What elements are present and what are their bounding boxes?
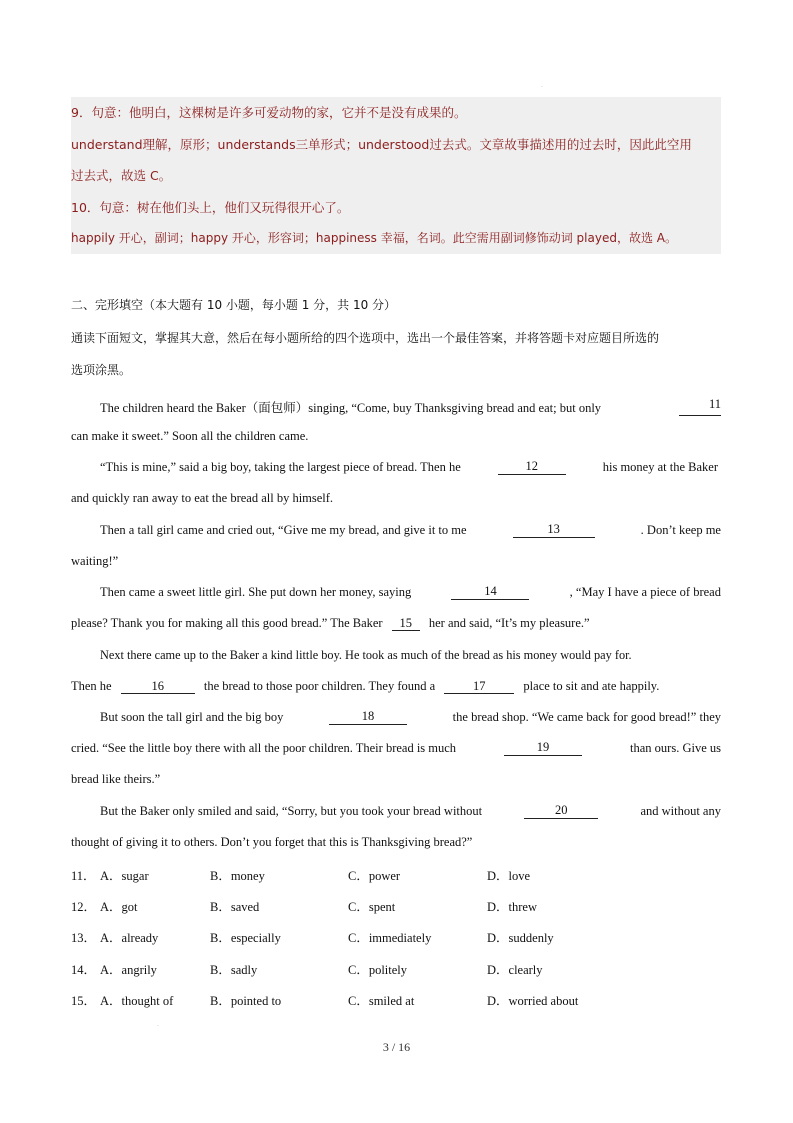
blank-15: 15: [392, 617, 420, 631]
option-b[interactable]: B．money: [210, 869, 265, 883]
passage-line: [71, 804, 721, 819]
blank-13: 13: [513, 523, 595, 538]
passage-text: the bread shop. “We came back for good bread!” they: [452, 710, 721, 724]
passage-text: Then a tall girl came and cried out, “Give me my bread, and give it to me: [100, 523, 467, 537]
q10-meaning: 10．句意：树在他们头上，他们又玩得很开心了。: [71, 200, 350, 215]
blank-14: 14: [451, 585, 529, 600]
passage-text: . Don’t keep me: [640, 523, 721, 537]
question-number: 14．: [71, 963, 97, 977]
passage-text: But soon the tall girl and the big boy: [100, 710, 284, 724]
passage-line: [71, 585, 721, 600]
section-title: 二、完形填空（本大题有 10 小题，每小题 1 分，共 10 分）: [71, 298, 397, 312]
passage-text: thought of giving it to others. Don’t you forget that this is Thanksgiving bread?”: [71, 835, 473, 849]
blank-17: 17: [444, 680, 514, 694]
passage-line: [71, 710, 721, 725]
q10-explanation: happily 开心，副词；happy 开心，形容词；happiness 幸福，名词。此空需用副词修饰动词 played，故选 A。: [71, 231, 677, 245]
passage-text: cried. “See the little boy there with all the poor children. Their bread is much: [71, 741, 457, 755]
option-d[interactable]: D．love: [487, 869, 531, 883]
option-b[interactable]: B．especially: [210, 931, 281, 945]
option-d[interactable]: D．suddenly: [487, 931, 554, 945]
scan-speck: ·: [541, 84, 543, 91]
option-a[interactable]: A．got: [100, 900, 138, 914]
passage-line: [71, 616, 721, 631]
passage-text: , “May I have a piece of bread: [569, 585, 721, 599]
passage-text: waiting!”: [71, 554, 119, 568]
option-c[interactable]: C．smiled at: [348, 994, 415, 1008]
blank-12: 12: [498, 460, 566, 475]
passage-text: can make it sweet.” Soon all the children came.: [71, 429, 309, 443]
passage-text: Then he: [71, 679, 112, 693]
question-number: 13．: [71, 931, 97, 945]
option-d[interactable]: D．worried about: [487, 994, 579, 1008]
passage-line: [71, 460, 718, 475]
passage-text: her and said, “It’s my pleasure.”: [428, 616, 590, 630]
passage-line: [71, 398, 721, 416]
option-b[interactable]: B．saved: [210, 900, 260, 914]
passage-text: “This is mine,” said a big boy, taking the largest piece of bread. Then he: [100, 460, 461, 474]
q9-explanation-line-2: 过去式，故选 C。: [71, 168, 172, 183]
passage-text: Then came a sweet little girl. She put down her money, saying: [100, 585, 412, 599]
instruction-line-1: 通读下面短文，掌握其大意，然后在每小题所给的四个选项中，选出一个最佳答案，并将答题卡对应题目所选的: [71, 331, 660, 345]
option-c[interactable]: C．politely: [348, 963, 408, 977]
option-b[interactable]: B．pointed to: [210, 994, 282, 1008]
question-number: 11．: [71, 869, 96, 883]
passage-text: please? Thank you for making all this good bread.” The Baker: [71, 616, 383, 630]
question-number: 12．: [71, 900, 97, 914]
blank-11: 11: [679, 398, 721, 416]
passage-text: than ours. Give us: [630, 741, 721, 755]
blank-18: 18: [329, 710, 407, 725]
question-number: 15．: [71, 994, 97, 1008]
option-c[interactable]: C．power: [348, 869, 401, 883]
option-c[interactable]: C．immediately: [348, 931, 432, 945]
page-number: 3 / 16: [382, 1040, 411, 1054]
blank-16: 16: [121, 680, 195, 694]
passage-line: [71, 741, 721, 756]
passage-text: The children heard the Baker（面包师）singing, “Come, buy Thanksgiving bread and eat; but only: [100, 401, 602, 415]
passage-text: and quickly ran away to eat the bread all by himself.: [71, 491, 334, 505]
option-a[interactable]: A．already: [100, 931, 159, 945]
option-d[interactable]: D．threw: [487, 900, 537, 914]
passage-text: Next there came up to the Baker a kind little boy. He took as much of the bread as his money would pay for.: [100, 648, 632, 662]
passage-text: and without any: [640, 804, 721, 818]
blank-20: 20: [524, 804, 598, 819]
q9-meaning: 9．句意：他明白，这棵树是许多可爱动物的家，它并不是没有成果的。: [71, 105, 467, 120]
passage-text: bread like theirs.”: [71, 772, 161, 786]
passage-text: his money at the Baker: [602, 460, 718, 474]
passage-text: place to sit and ate happily.: [523, 679, 660, 693]
option-a[interactable]: A．sugar: [100, 869, 149, 883]
option-d[interactable]: D．clearly: [487, 963, 543, 977]
scan-speck: ·: [157, 1023, 159, 1030]
option-b[interactable]: B．sadly: [210, 963, 258, 977]
blank-19: 19: [504, 741, 582, 756]
option-c[interactable]: C．spent: [348, 900, 396, 914]
answer-explanation-box: [71, 97, 721, 254]
passage-line: [71, 679, 721, 694]
passage-text: the bread to those poor children. They found a: [203, 679, 436, 693]
option-a[interactable]: A．angrily: [100, 963, 157, 977]
passage-line: [71, 523, 721, 538]
passage-text: But the Baker only smiled and said, “Sorry, but you took your bread without: [100, 804, 483, 818]
q9-explanation-line-1: understand理解，原形；understands三单形式；understood过去式。文章故事描述用的过去时，因此此空用: [71, 137, 692, 152]
option-a[interactable]: A．thought of: [100, 994, 174, 1008]
instruction-line-2: 选项涂黑。: [71, 363, 132, 377]
